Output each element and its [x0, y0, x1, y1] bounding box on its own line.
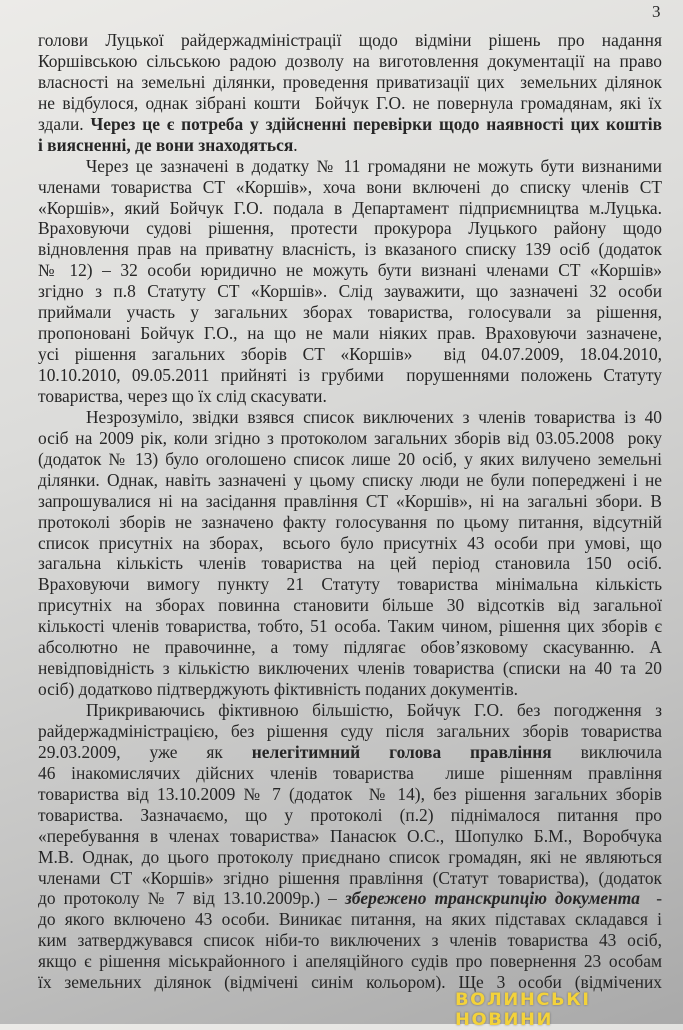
text-segment: членами СТ «Коршів» згідно рішення правління (Статут товариства), (додаток [38, 867, 662, 888]
text-segment: «Коршів», який Бойчук Г.О. подала в Департамент підприємництва м.Луцька. [38, 197, 662, 218]
text-line [38, 868, 662, 889]
watermark-logo: ВОЛИНСЬКІ НОВИНИ [455, 990, 591, 1030]
text-segment: ділянки. Однак, навіть зазначені у цьому списку люди не були попереджені і не [38, 469, 662, 490]
emphasized-text: Через це є потреба у здійсненні перевірки щодо наявності цих коштів [90, 113, 662, 134]
text-line [38, 428, 662, 449]
text-line [38, 512, 662, 533]
text-segment: абсолютно не правочинне, а тому підлягає обов’язковому скасуванню. А [38, 637, 662, 658]
text-line [38, 888, 662, 909]
text-line [38, 30, 662, 51]
text-segment: № 12) – 32 особи юридично не можуть бути визнані членами СТ «Коршів» [38, 260, 662, 281]
text-line [38, 805, 662, 826]
text-line [38, 826, 662, 847]
text-segment: не відбулося, однак зібрані кошти Бойчук Г.О. не повернула громадянам, які їх [38, 92, 662, 113]
text-segment: присутніх на зборах повинна становити більше 30 відсотків від загальної [38, 595, 662, 616]
text-segment: М.В. Однак, до цього протоколу приєднано список громадян, які не являються [38, 846, 662, 867]
text-line [38, 553, 662, 574]
text-segment: усі рішення загальних зборів СТ «Коршів» від 04.07.2009, 18.04.2010, [38, 344, 662, 365]
text-line [38, 930, 662, 951]
text-segment: Коршівською сільською радою дозволу на виготовлення документації на право [38, 50, 662, 71]
text-line [38, 386, 662, 407]
text-line [38, 72, 662, 93]
text-segment: загальна кількість членів товариства на цей період становила 150 осіб. [38, 553, 662, 574]
text-segment: голови Луцької райдержадміністрації щодо відміни рішень про надання [38, 30, 662, 50]
text-line [38, 198, 662, 219]
text-line [38, 177, 662, 198]
text-line [38, 595, 662, 616]
text-segment: осіб на 2009 рік, коли згідно з протоколом загальних зборів від 03.05.2008 року [38, 427, 662, 448]
text-line [38, 323, 662, 344]
text-line [38, 260, 662, 281]
text-line [38, 218, 662, 239]
text-segment: згідно з п.8 Статуту СТ «Коршів». Слід зауважити, що зазначені 32 особи [38, 281, 662, 302]
text-segment: райдержадміністрацією, без рішення суду після загальних зборів товариства [38, 720, 662, 741]
text-segment: товариства. Зазначаємо, що у протоколі (п.2) піднімалося питання про [38, 804, 662, 825]
text-line [38, 135, 662, 156]
text-segment: «перебування в членах товариства» Панасюк О.С., Шопулко Б.М., Воробчука [38, 825, 662, 846]
text-line [38, 407, 662, 428]
text-line [38, 847, 662, 868]
text-line [38, 658, 662, 679]
text-segment: товариства, через що їх слід скасувати. [38, 385, 327, 406]
text-line [38, 470, 662, 491]
emphasized-text: збережено транскрипцію документа [344, 888, 640, 909]
text-line [38, 449, 662, 470]
text-line [38, 637, 662, 658]
text-line [38, 365, 662, 386]
text-segment: приймали участь у загальних зборах товариства, голосували за рішення, [38, 302, 662, 323]
text-segment: осіб) додатково підтверджують фіктивність поданих документів. [38, 679, 519, 700]
text-line [38, 721, 662, 742]
text-line [38, 951, 662, 972]
text-segment: ким затверджувався список ніби-то виключених з членів товариства 43 осіб, [38, 930, 662, 951]
text-segment: 46 інакомислячих дійсних членів товариства лише рішенням правління [38, 762, 662, 783]
text-line [38, 239, 662, 260]
text-line [38, 156, 662, 177]
text-segment: якщо є рішення міськрайонного і апеляційного судів про повернення 23 особам [38, 951, 662, 972]
text-line [38, 574, 662, 595]
text-line [38, 281, 662, 302]
text-segment: запрошувалися ні на засідання правління СТ «Коршів», ні на загальні збори. В [38, 490, 662, 511]
page-number: 3 [652, 2, 661, 21]
text-segment: виключила [551, 741, 662, 762]
text-segment: їх земельних ділянок (відмічені синім кольором). Ще 3 особи (відмічених [38, 972, 662, 993]
text-line [38, 763, 662, 784]
text-line [38, 114, 662, 135]
text-line [38, 93, 662, 114]
text-segment: (додаток № 13) було оголошено список лише 20 осіб, у яких вилучено земельні [38, 448, 662, 469]
text-segment: Незрозуміло, звідки взявся список виключених з членів товариства із 40 [86, 406, 662, 427]
text-line [38, 491, 662, 512]
text-segment: до протоколу № 7 від 13.10.2009р.) – [38, 888, 345, 909]
text-segment: Прикриваючись фіктивною більшістю, Бойчук Г.О. без погодження з [86, 700, 662, 720]
text-segment: невідповідність з кількістю виключених членів товариства (списки на 40 та 20 [38, 658, 662, 679]
text-segment: членами товариства СТ «Коршів», хоча вони включені до списку членів СТ [38, 176, 662, 197]
text-line [38, 742, 662, 763]
text-line [38, 51, 662, 72]
text-segment: 10.10.2010, 09.05.2011 прийняті із грубими порушеннями положень Статуту [38, 365, 662, 385]
text-line [38, 533, 662, 554]
text-segment: пропоновані Бойчук Г.О., на що не мали ніяких прав. Враховуючи зазначене, [38, 323, 662, 344]
text-line [38, 302, 662, 323]
text-segment: власності на земельні ділянки, проведення приватизації цих земельних ділянок [38, 71, 662, 92]
text-segment: товариства від 13.10.2009 № 7 (додаток № 14), без рішення загальних зборів [38, 783, 662, 804]
emphasized-text: нелегітимний голова правління [251, 741, 552, 762]
text-segment: здали. [38, 113, 91, 134]
text-segment: - [639, 888, 662, 909]
text-segment: список присутніх на зборах, всього було присутніх 43 особи при умові, що [38, 532, 662, 553]
text-segment: Враховуючи судові рішення, протести прокурора Луцького району щодо [38, 218, 662, 239]
text-line [38, 909, 662, 930]
text-segment: протоколі зборів не зазначено факту голосування по цьому питання, відсутній [38, 511, 662, 532]
text-segment: кількості членів товариства, тобто, 51 особа. Таким чином, рішення цих зборів є [38, 616, 662, 637]
emphasized-text: і виясненні, де вони знаходяться [38, 134, 294, 155]
text-segment: Враховуючи вимогу пункту 21 Статуту товариства мінімальна кількість [38, 574, 662, 595]
text-segment: Через це зазначені в додатку № 11 громадяни не можуть бути визнаними [86, 155, 662, 176]
text-line [38, 344, 662, 365]
document-body [38, 30, 662, 993]
text-line [38, 784, 662, 805]
text-line [38, 700, 662, 721]
text-segment: відновлення прав на приватну власність, із вказаного списку 139 осіб (додаток [38, 239, 662, 260]
text-segment: до якого включено 43 особи. Виникає питання, на яких підставах складався і [38, 909, 662, 930]
text-line [38, 679, 662, 700]
text-line [38, 616, 662, 637]
text-segment: 29.03.2009, уже як [38, 741, 252, 762]
text-segment: . [293, 134, 298, 155]
